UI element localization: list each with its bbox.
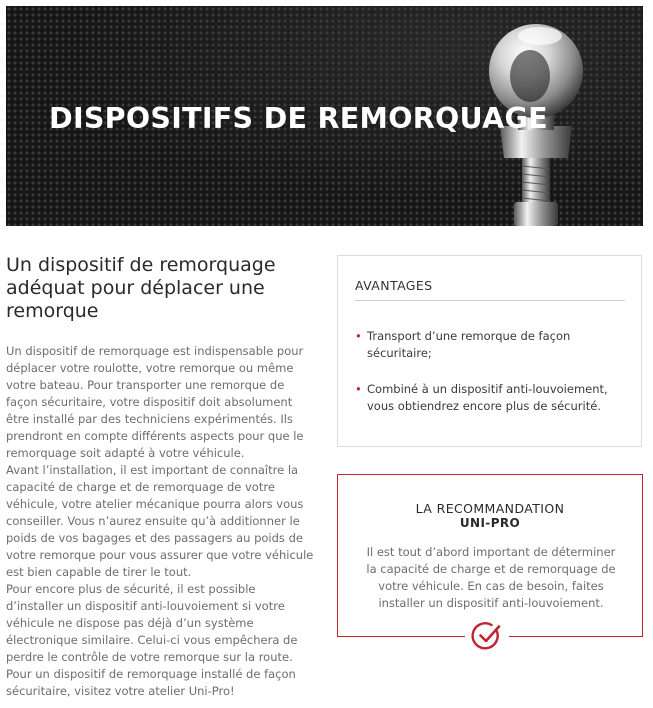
advantages-title: AVANTAGES <box>355 278 433 293</box>
page-title: DISPOSITIFS DE REMORQUAGE <box>49 102 548 135</box>
section-heading: Un dispositif de remorquage adéquat pour déplacer une remorque <box>6 254 276 322</box>
divider <box>355 300 625 301</box>
list-item-text: Combiné à un dispositif anti-louvoiement, vous obtiendrez encore plus de sécurité. <box>367 382 608 413</box>
recommendation-box <box>337 474 643 637</box>
list-item <box>355 381 625 415</box>
advantages-box <box>337 255 642 447</box>
list-item-text: Transport d’une remorque de façon sécuritaire; <box>367 329 571 360</box>
bullet-icon: • <box>355 329 362 343</box>
list-item <box>355 328 625 362</box>
advantages-list <box>355 328 625 415</box>
recommendation-title: LA RECOMMANDATION <box>415 501 565 516</box>
bullet-icon: • <box>355 382 362 396</box>
recommendation-text: Il est tout d’abord important de déterminer la capacité de charge et de remorquage de votre véhicule. En cas de besoin, faites installer un dispositif anti-louvoiement. <box>366 545 616 610</box>
intro-paragraph: Un dispositif de remorquage est indispensable pour déplacer votre roulotte, votre remorque ou même votre bateau. Pour transporter une remorque de façon sécuritaire, votre dispositif doit absolument être installé par des techniciens expérimentés. Ils prendront en compte différents aspects pour que le remorquage soit adapté à votre véhicule. Avant l’installation, il est important de connaître la capacité de charge et de remorquage de votre véhicule, votre atelier mécanique pourra alors vous conseiller. Vous n’aurez ensuite qu’à additionner le poids de vos bagages et des passagers au poids de votre remorque pour vous assurer que votre véhicule est bien capable de tirer le tout. Pour encore plus de sécurité, il est possible d’installer un dispositif anti-louvoiement si votre véhicule ne dispose pas déjà d’un système électronique similaire. Celui-ci vous empêchera de perdre le contrôle de votre remorque sur la route. Pour un dispositif de remorquage installé de façon sécuritaire, visitez votre atelier Uni-Pro! <box>6 344 314 698</box>
hero-banner <box>6 6 643 226</box>
recommendation-brand: UNI-PRO <box>459 516 521 530</box>
check-circle-icon <box>465 619 509 653</box>
